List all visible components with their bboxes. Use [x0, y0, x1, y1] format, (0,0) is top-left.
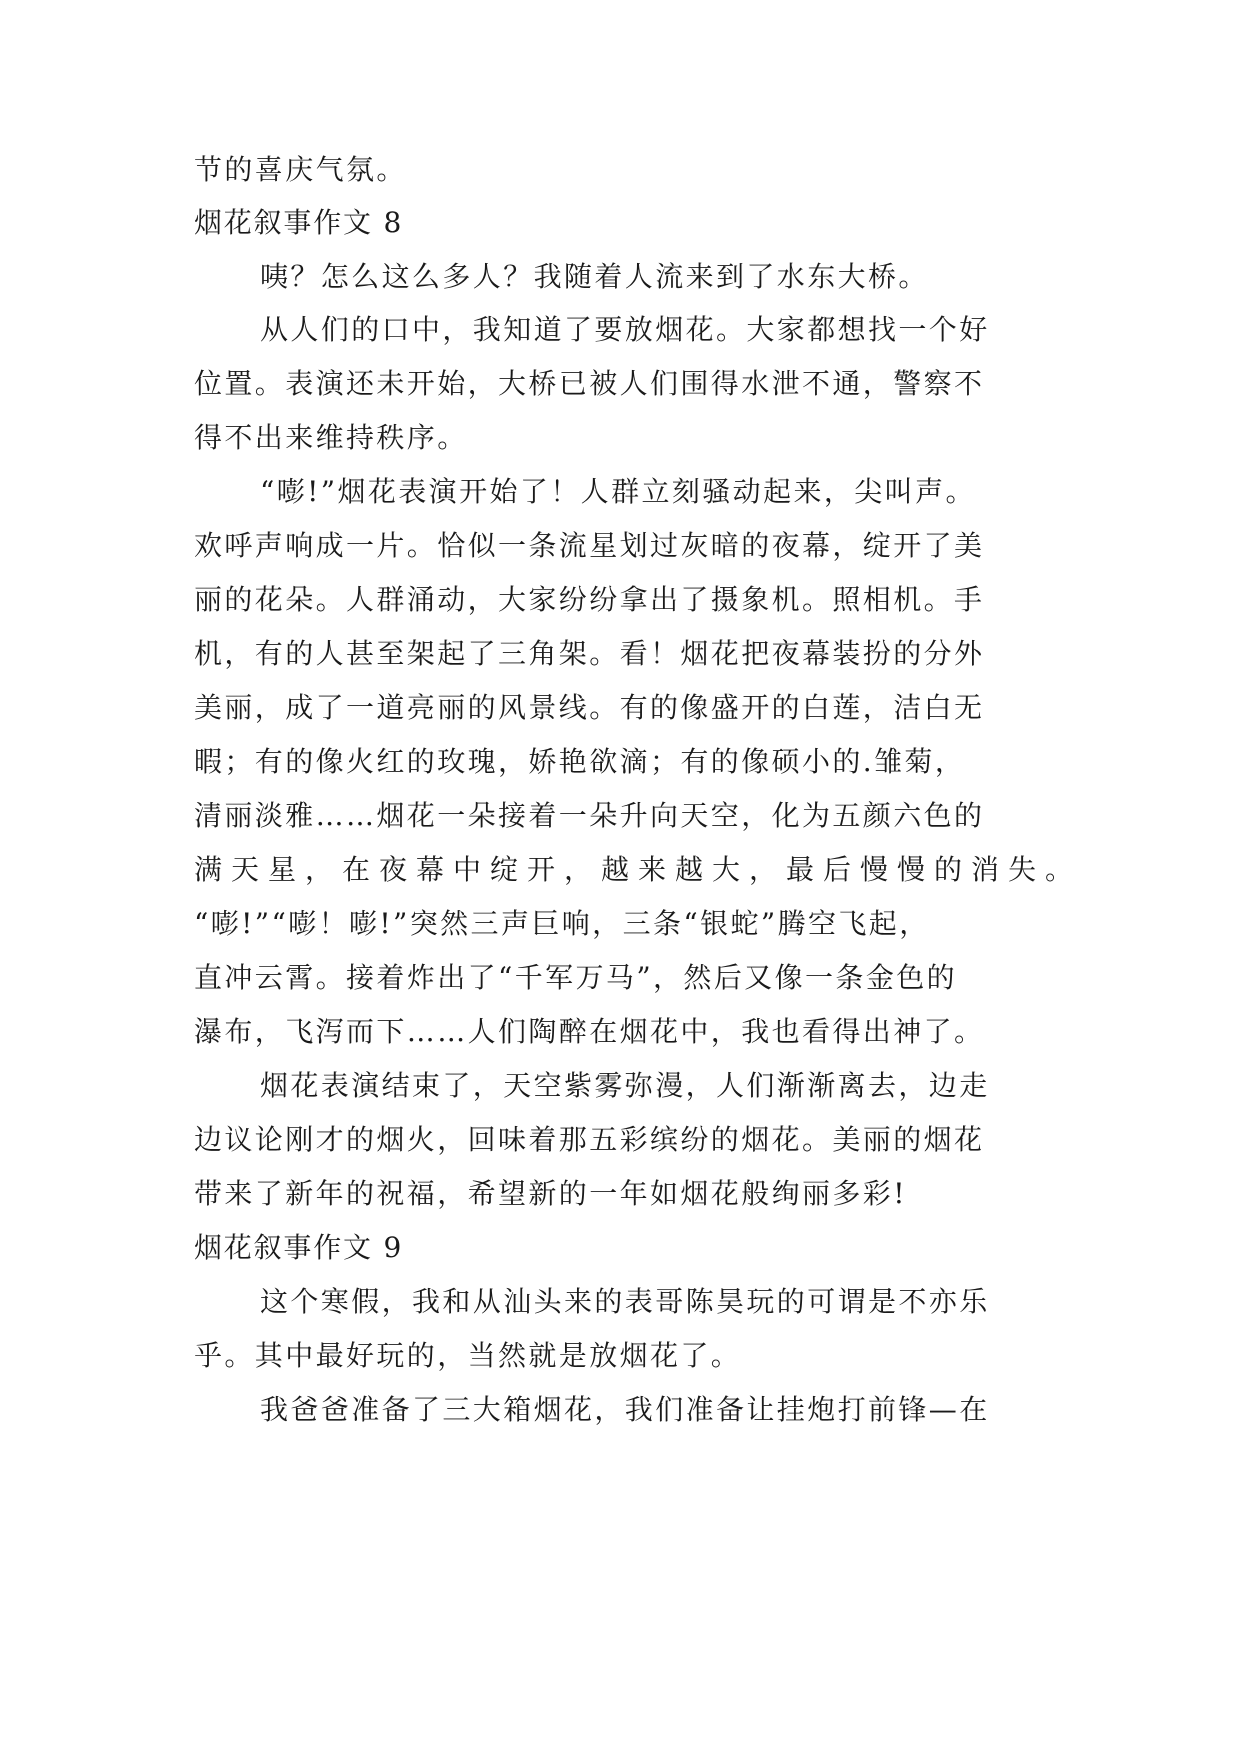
- text-line: 我爸爸准备了三大箱烟花，我们准备让挂炮打前锋—在: [260, 1393, 990, 1426]
- text-line: 这个寒假，我和从汕头来的表哥陈昊玩的可谓是不亦乐: [260, 1285, 990, 1318]
- text-line: 边议论刚才的烟火，回味着那五彩缤纷的烟花。美丽的烟花: [194, 1123, 985, 1156]
- text-line: 暇；有的像火红的玫瑰，娇艳欲滴；有的像硕小的.雏菊，: [194, 745, 966, 778]
- text-line: 满天星，在夜幕中绽开，越来越大，最后慢慢的消失。: [194, 853, 1083, 886]
- text-line: 从人们的口中，我知道了要放烟花。大家都想找一个好: [260, 313, 990, 346]
- text-line: 节的喜庆气氛。: [194, 153, 407, 186]
- text-line: 欢呼声响成一片。恰似一条流星划过灰暗的夜幕，绽开了美: [194, 529, 985, 562]
- text-line: 美丽，成了一道亮丽的风景线。有的像盛开的白莲，洁白无: [194, 691, 985, 724]
- section-heading: 烟花叙事作文 9: [194, 1231, 404, 1264]
- text-line: 得不出来维持秩序。: [194, 421, 468, 454]
- text-line: 直冲云霄。接着炸出了“千军万马”，然后又像一条金色的: [194, 961, 958, 994]
- text-line: 瀑布，飞泻而下……人们陶醉在烟花中，我也看得出神了。: [194, 1015, 985, 1048]
- text-line: “嘭!”烟花表演开始了！人群立刻骚动起来，尖叫声。: [260, 475, 976, 508]
- text-line: 位置。表演还未开始，大桥已被人们围得水泄不通，警察不: [194, 367, 985, 400]
- text-line: 带来了新年的祝福，希望新的一年如烟花般绚丽多彩!: [194, 1177, 907, 1210]
- text-line: 乎。其中最好玩的，当然就是放烟花了。: [194, 1339, 742, 1372]
- text-line: “嘭!”“嘭！嘭!”突然三声巨响，三条“银蛇”腾空飞起，: [194, 907, 930, 940]
- section-heading: 烟花叙事作文 8: [194, 206, 404, 239]
- text-line: 机，有的人甚至架起了三角架。看！烟花把夜幕装扮的分外: [194, 637, 985, 670]
- text-line: 丽的花朵。人群涌动，大家纷纷拿出了摄象机。照相机。手: [194, 583, 985, 616]
- text-line: 清丽淡雅……烟花一朵接着一朵升向天空，化为五颜六色的: [194, 799, 985, 832]
- text-line: 烟花表演结束了，天空紫雾弥漫，人们渐渐离去，边走: [260, 1069, 990, 1102]
- text-line: 咦？怎么这么多人？我随着人流来到了水东大桥。: [260, 260, 929, 293]
